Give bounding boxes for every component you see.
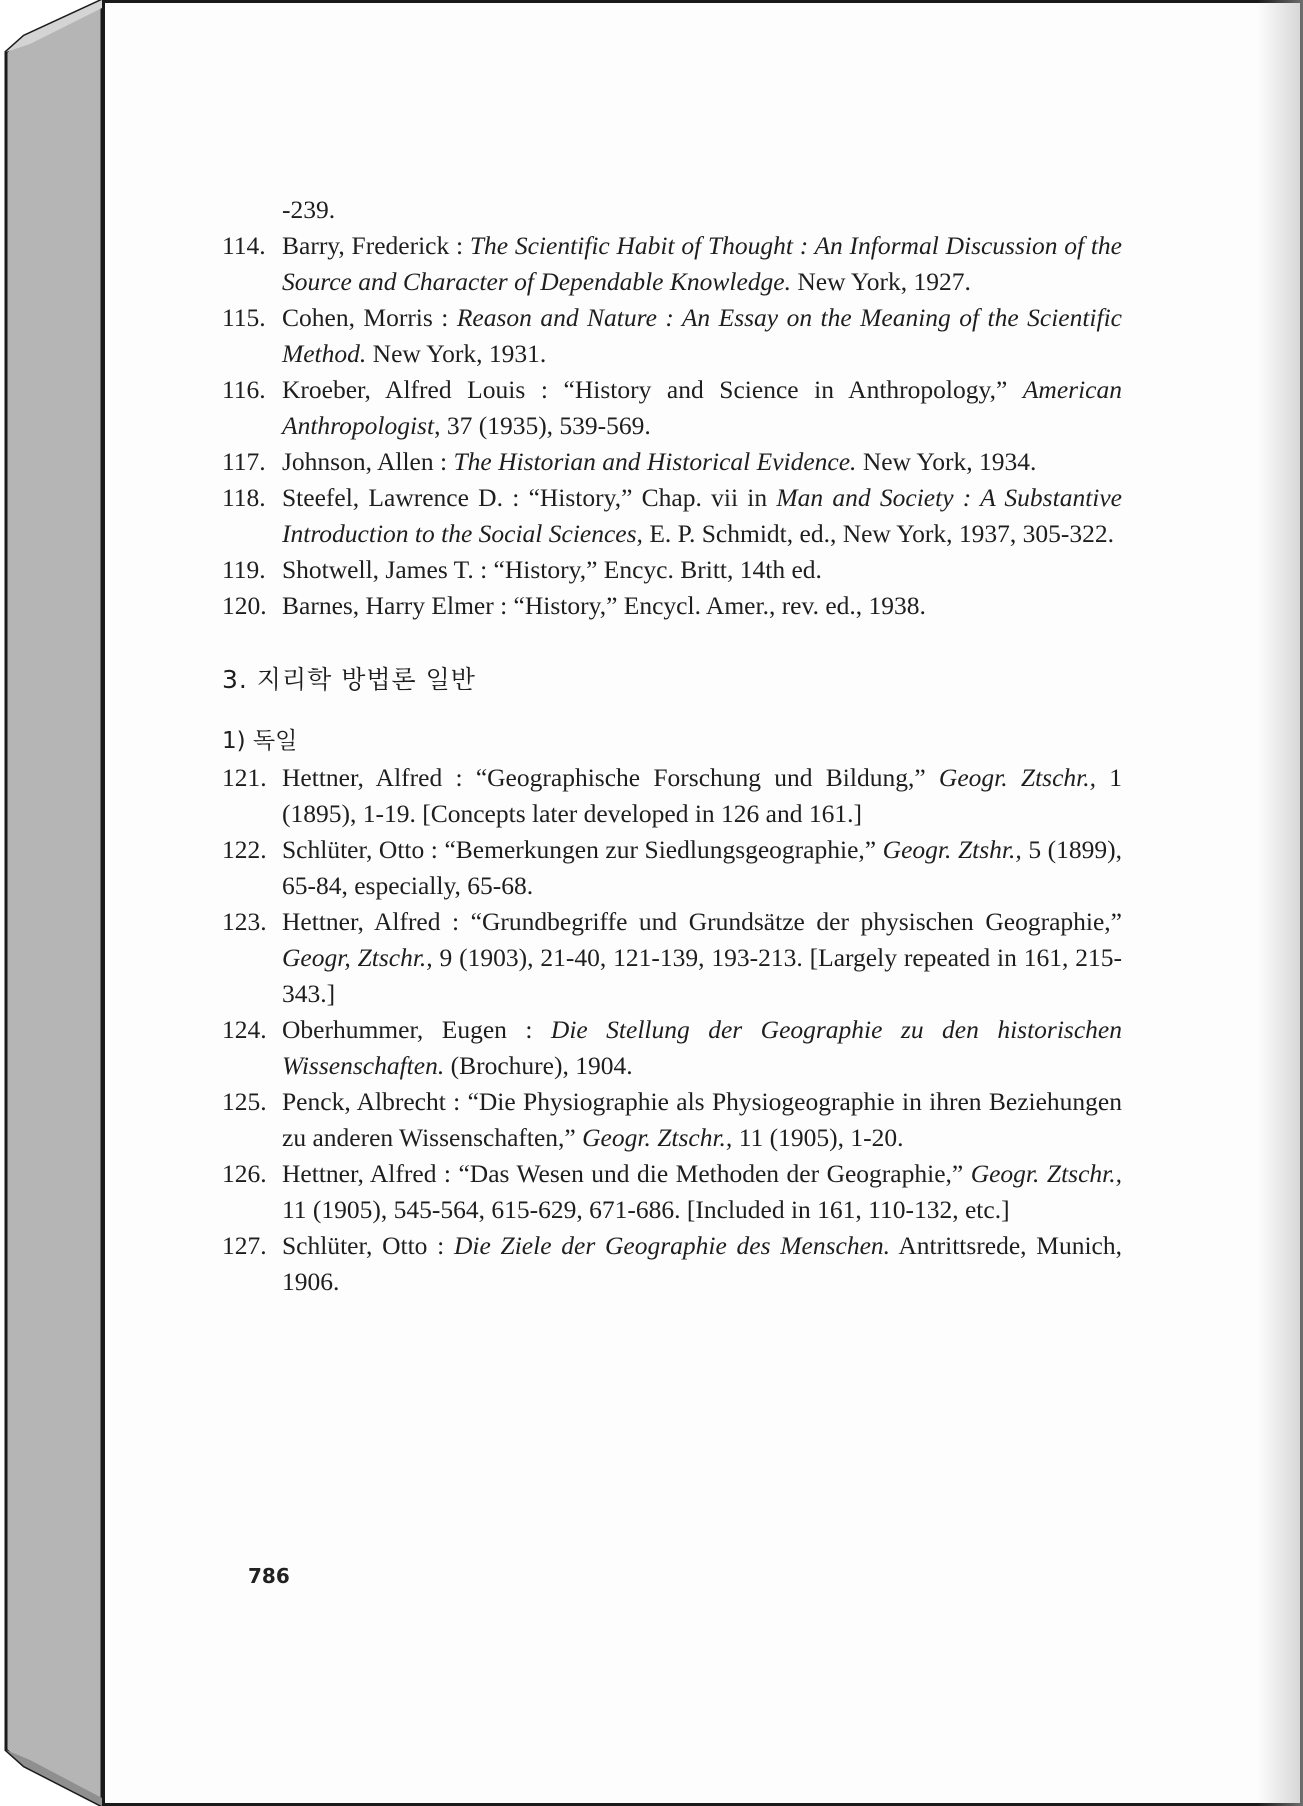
bibliography-entry [222, 1156, 1122, 1228]
entry-text [282, 760, 1122, 832]
entry-title-italic: Geogr, Ztschr., [282, 943, 433, 972]
entry-title-italic: Die Ziele der Geographie des Menschen. [453, 1231, 891, 1260]
entry-text-segment: Hettner, Alfred : “Das Wesen und die Methoden der Geographie,” [282, 1159, 971, 1188]
entry-text-segment: 11 (1905), 1-20. [732, 1123, 904, 1152]
entry-text [282, 372, 1122, 444]
entry-text-segment: Johnson, Allen : [282, 447, 454, 476]
section-heading: 3. 지리학 방법론 일반 [222, 665, 476, 694]
entry-text-segment: Antrittsrede, Munich, 1906. [282, 1231, 1122, 1296]
entry-text-segment: New York, 1931. [366, 339, 547, 368]
entry-text-segment: Hettner, Alfred : “Geographische Forschung und Bildung,” [282, 763, 939, 792]
entry-text [282, 300, 1122, 372]
entry-text [282, 1012, 1122, 1084]
entry-number: 118. [222, 483, 266, 512]
entry-number: 123. [222, 907, 267, 936]
entry-text [282, 444, 1122, 480]
continuation-line: -239. [282, 195, 336, 224]
entry-title-italic: American Anthropologist [282, 375, 1122, 440]
entry-text [282, 228, 1122, 300]
entry-number: 116. [222, 375, 266, 404]
entry-text [282, 1228, 1122, 1300]
entry-text-segment: Barry, Frederick : [282, 231, 470, 260]
entry-title-italic: The Historian and Historical Evidence. [453, 447, 857, 476]
entry-title-italic: Reason and Nature : An Essay on the Meaning of the Scientific Method. [282, 303, 1123, 368]
entry-text-segment: 9 (1903), 21-40, 121-139, 193-213. [Largely repeated in 161, 215-343.] [282, 943, 1122, 1008]
bibliography-list-general [222, 228, 1122, 624]
bibliography-content [222, 192, 1122, 1300]
entry-title-italic: Man and Society : A Substantive Introduction to the Social Sciences, [282, 483, 1123, 548]
bibliography-entry [222, 1084, 1122, 1156]
entry-number: 125. [222, 1087, 267, 1116]
entry-text-segment: Schlüter, Otto : “Bemerkungen zur Siedlungsgeographie,” [282, 835, 883, 864]
bibliography-list-germany [222, 760, 1122, 1300]
bibliography-entry [222, 1228, 1122, 1300]
entry-number: 126. [222, 1159, 267, 1188]
bibliography-entry [222, 904, 1122, 1012]
entry-number: 119. [222, 555, 266, 584]
entry-text-segment: New York, 1934. [856, 447, 1037, 476]
entry-text-segment: New York, 1927. [790, 267, 971, 296]
bibliography-entry [222, 480, 1122, 552]
entry-number: 121. [222, 763, 267, 792]
entry-title-italic: Die Stellung der Geographie zu den historischen Wissenschaften. [282, 1015, 1122, 1080]
entry-text-segment: , 37 (1935), 539-569. [434, 411, 651, 440]
bibliography-entry [222, 228, 1122, 300]
entry-text-segment: Steefel, Lawrence D. : “History,” Chap. vii in [282, 483, 777, 512]
entry-text [282, 832, 1122, 904]
entry-text-segment: E. P. Schmidt, ed., New York, 1937, 305-322. [642, 519, 1114, 548]
entry-text [282, 552, 1122, 588]
entry-number: 117. [222, 447, 266, 476]
entry-text-segment: Kroeber, Alfred Louis : “History and Science in Anthropology,” [282, 375, 1023, 404]
bibliography-entry [222, 832, 1122, 904]
entry-text-segment: Shotwell, James T. : “History,” Encyc. Britt, 14th ed. [282, 555, 822, 584]
book-spine-edge [0, 0, 110, 1806]
bibliography-entry [222, 1012, 1122, 1084]
entry-number: 124. [222, 1015, 267, 1044]
entry-text [282, 480, 1122, 552]
entry-text-segment: 11 (1905), 545-564, 615-629, 671-686. [Included in 161, 110-132, etc.] [282, 1195, 1010, 1224]
entry-title-italic: The Scientific Habit of Thought : An Informal Discussion of the Source and Character of Dependable Knowledge. [282, 231, 1122, 296]
entry-number: 120. [222, 591, 267, 620]
entry-text-segment: Cohen, Morris : [282, 303, 457, 332]
entry-text-segment: 5 (1899), 65-84, especially, 65-68. [282, 835, 1123, 900]
entry-text-segment: (Brochure), 1904. [444, 1051, 633, 1080]
bibliography-entry [222, 588, 1122, 624]
entry-text-segment: Oberhummer, Eugen : [282, 1015, 551, 1044]
bibliography-entry [222, 552, 1122, 588]
bibliography-entry [222, 300, 1122, 372]
entry-number: 114. [222, 231, 266, 260]
page-edge-shadow [1257, 0, 1303, 1806]
entry-text-segment: Penck, Albrecht : “Die Physiographie als Physiogeographie in ihren Beziehungen zu anderen Wissenschaften,” [282, 1087, 1122, 1152]
bibliography-entry [222, 444, 1122, 480]
entry-title-italic: Geogr. Ztschr., [582, 1123, 733, 1152]
entry-title-italic: Geogr. Ztshr., [882, 835, 1022, 864]
bibliography-entry [222, 760, 1122, 832]
entry-title-italic: Geogr. Ztschr., [938, 763, 1096, 792]
entry-text [282, 1084, 1122, 1156]
entry-text-segment: Hettner, Alfred : “Grundbegriffe und Grundsätze der physischen Geographie,” [282, 907, 1122, 936]
entry-text [282, 1156, 1122, 1228]
entry-text [282, 904, 1122, 1012]
entry-text [282, 588, 1122, 624]
entry-text-segment: 1 (1895), 1-19. [Concepts later developed in 126 and 161.] [282, 763, 1123, 828]
entry-number: 127. [222, 1231, 267, 1260]
entry-number: 115. [222, 303, 266, 332]
sub-heading: 1) 독일 [222, 728, 298, 754]
page-number: 786 [248, 1564, 290, 1588]
entry-text-segment: Barnes, Harry Elmer : “History,” Encycl. Amer., rev. ed., 1938. [282, 591, 926, 620]
entry-number: 122. [222, 835, 267, 864]
entry-title-italic: Geogr. Ztschr., [970, 1159, 1122, 1188]
bibliography-entry [222, 372, 1122, 444]
entry-text-segment: Schlüter, Otto : [282, 1231, 454, 1260]
